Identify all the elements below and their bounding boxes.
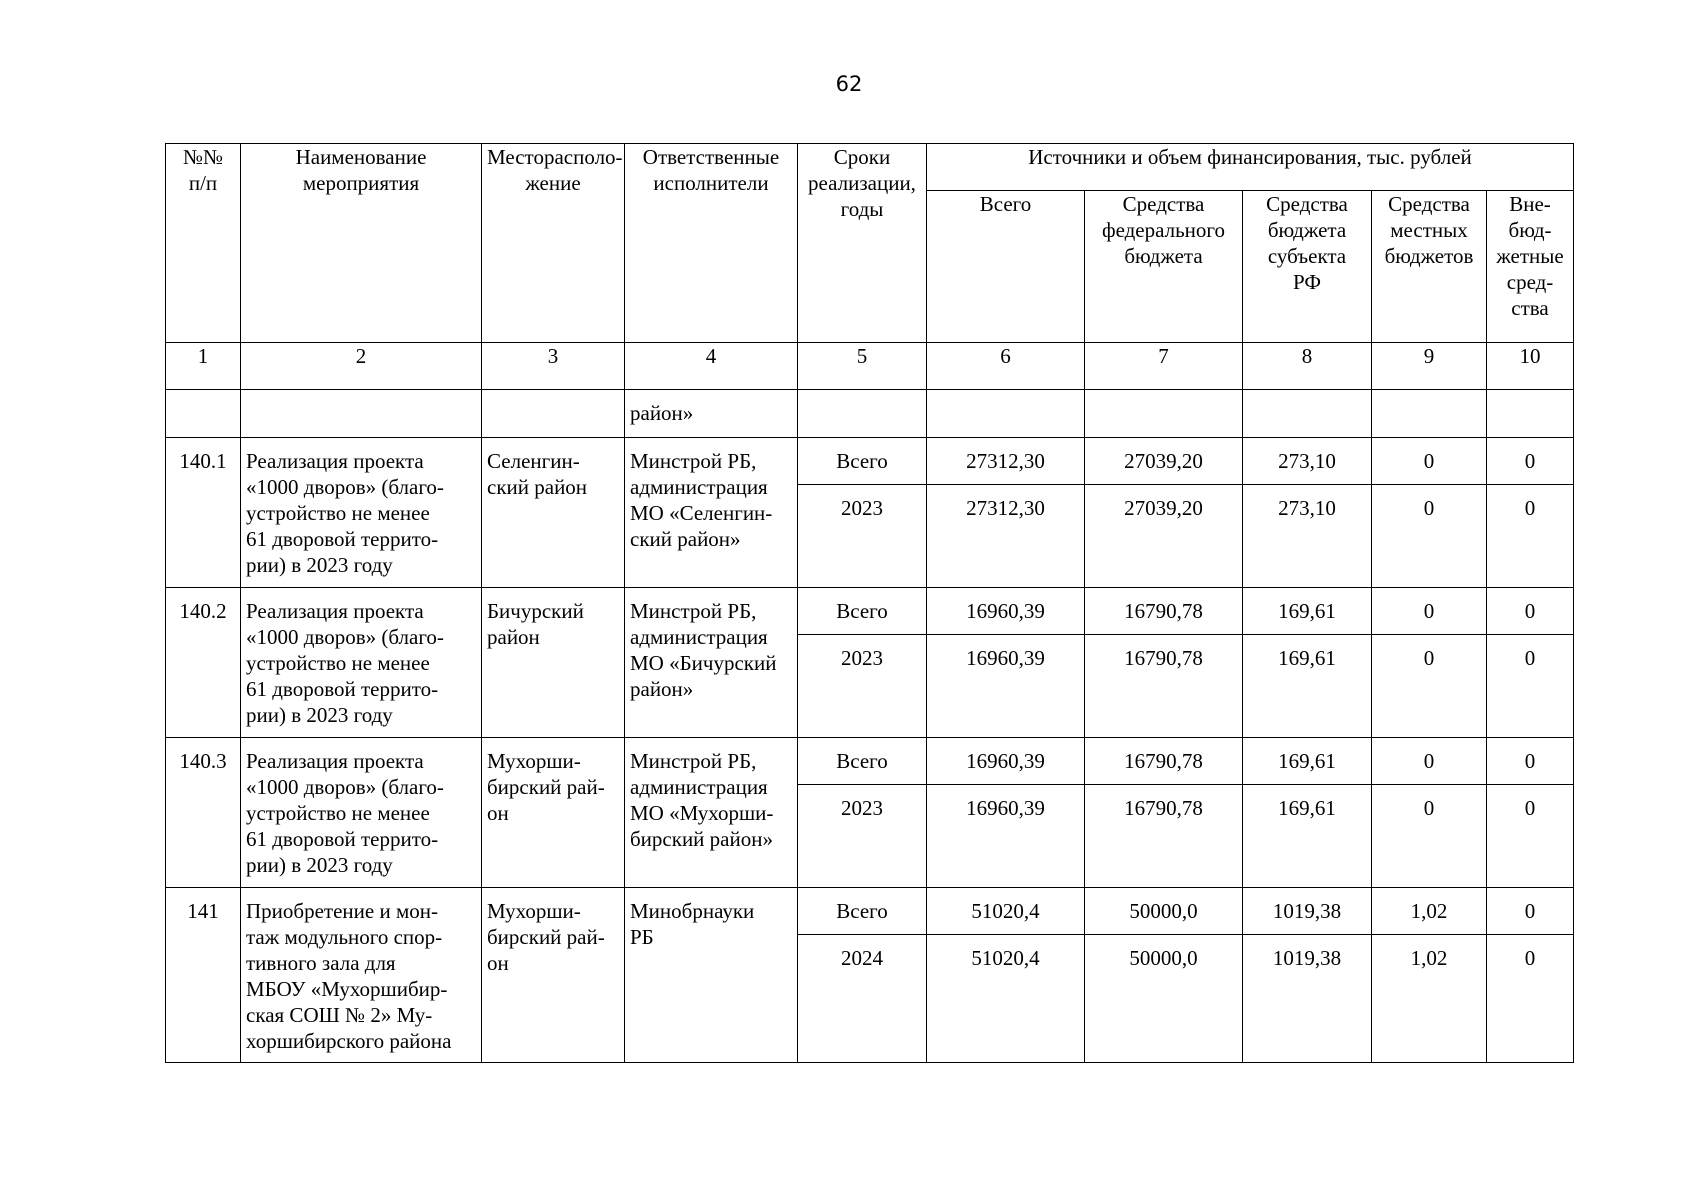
offbudget-amount: 0 xyxy=(1487,935,1574,1063)
cell-line: ский район xyxy=(487,475,588,499)
responsible xyxy=(625,888,798,1063)
cell-line: Средства xyxy=(1266,192,1348,216)
cell-line: бирский район» xyxy=(630,827,773,851)
cell-line: Месторасполо- xyxy=(487,145,623,169)
column-number: 10 xyxy=(1487,343,1574,390)
cell-line: «1000 дворов» (благо- xyxy=(246,475,444,499)
total-amount: 27312,30 xyxy=(927,438,1085,485)
responsible xyxy=(625,738,798,888)
cell-line: ская СОШ № 2» Му- xyxy=(246,1003,433,1027)
federal-amount: 27039,20 xyxy=(1085,438,1243,485)
total-amount: 27312,30 xyxy=(927,485,1085,588)
federal-amount: 16790,78 xyxy=(1085,635,1243,738)
empty-cell xyxy=(1372,390,1487,438)
federal-amount: 16790,78 xyxy=(1085,588,1243,635)
total-amount: 16960,39 xyxy=(927,635,1085,738)
cell-line: Минобрнауки xyxy=(630,899,755,923)
cell-line: Средства xyxy=(1388,192,1470,216)
header-num xyxy=(166,144,241,343)
period: Всего xyxy=(798,588,927,635)
table-body xyxy=(166,438,1574,1063)
header-financing-group: Источники и объем финансирования, тыс. рублей xyxy=(927,144,1574,191)
cell-line: администрация xyxy=(630,775,768,799)
header-local xyxy=(1372,191,1487,343)
offbudget-amount: 0 xyxy=(1487,785,1574,888)
responsible xyxy=(625,438,798,588)
row-number: 140.2 xyxy=(166,588,241,738)
measure-name xyxy=(241,888,482,1063)
cell-line: Средства xyxy=(1122,192,1205,216)
cell-line: устройство не менее xyxy=(246,651,430,675)
column-number: 7 xyxy=(1085,343,1243,390)
cell-line: МО «Мухорши- xyxy=(630,801,774,825)
empty-cell xyxy=(1487,390,1574,438)
cell-line: жение xyxy=(525,171,581,195)
local-amount: 0 xyxy=(1372,438,1487,485)
column-number: 4 xyxy=(625,343,798,390)
column-number: 1 xyxy=(166,343,241,390)
empty-cell xyxy=(798,390,927,438)
cell-line: годы xyxy=(840,197,884,221)
column-numbers-row xyxy=(166,343,1574,390)
financing-table xyxy=(165,143,1574,1063)
cell-line: он xyxy=(487,801,509,825)
subject-amount: 169,61 xyxy=(1243,738,1372,785)
empty-cell xyxy=(1243,390,1372,438)
empty-cell xyxy=(482,390,625,438)
cell-line: мероприятия xyxy=(302,171,420,195)
header-location xyxy=(482,144,625,343)
offbudget-amount: 0 xyxy=(1487,738,1574,785)
cell-line: 61 дворовой террито- xyxy=(246,827,439,851)
table-row xyxy=(166,888,1574,935)
column-number: 2 xyxy=(241,343,482,390)
header-subject xyxy=(1243,191,1372,343)
cell-line: МО «Бичурский xyxy=(630,651,777,675)
header-name xyxy=(241,144,482,343)
local-amount: 1,02 xyxy=(1372,935,1487,1063)
cell-line: устройство не менее xyxy=(246,801,430,825)
continuation-row xyxy=(166,390,1574,438)
period: 2024 xyxy=(798,935,927,1063)
cell-line: район xyxy=(487,625,540,649)
federal-amount: 50000,0 xyxy=(1085,935,1243,1063)
period: 2023 xyxy=(798,785,927,888)
cell-line: местных xyxy=(1390,218,1468,242)
cell-line: РФ xyxy=(1293,270,1321,294)
cell-line: устройство не менее xyxy=(246,501,430,525)
cell-line: Вне- xyxy=(1509,192,1551,216)
cell-line: бюджета xyxy=(1267,218,1347,242)
offbudget-amount: 0 xyxy=(1487,485,1574,588)
column-number: 8 xyxy=(1243,343,1372,390)
header-responsible xyxy=(625,144,798,343)
cell-line: Реализация проекта xyxy=(246,749,424,773)
local-amount: 0 xyxy=(1372,785,1487,888)
cell-line: Реализация проекта xyxy=(246,599,424,623)
cell-line: бирский рай- xyxy=(487,775,605,799)
local-amount: 0 xyxy=(1372,588,1487,635)
cell-line: Ответственные xyxy=(642,145,780,169)
offbudget-amount: 0 xyxy=(1487,635,1574,738)
cell-line: бюд- xyxy=(1508,218,1552,242)
row-number: 140.1 xyxy=(166,438,241,588)
local-amount: 0 xyxy=(1372,485,1487,588)
federal-amount: 16790,78 xyxy=(1085,785,1243,888)
total-amount: 51020,4 xyxy=(927,888,1085,935)
local-amount: 0 xyxy=(1372,738,1487,785)
subject-amount: 1019,38 xyxy=(1243,935,1372,1063)
offbudget-amount: 0 xyxy=(1487,888,1574,935)
federal-amount: 27039,20 xyxy=(1085,485,1243,588)
cell-line: ский район» xyxy=(630,527,741,551)
cell-line: Минстрой РБ, xyxy=(630,599,757,623)
cell-line: Сроки xyxy=(833,145,891,169)
cell-line: Мухорши- xyxy=(487,749,581,773)
period: 2023 xyxy=(798,485,927,588)
measure-name xyxy=(241,588,482,738)
cell-line: бирский рай- xyxy=(487,925,605,949)
cell-line: Селенгин- xyxy=(487,449,580,473)
empty-cell xyxy=(927,390,1085,438)
cell-line: РБ xyxy=(630,925,654,949)
header-period xyxy=(798,144,927,343)
header-total xyxy=(927,191,1085,343)
empty-cell xyxy=(166,390,241,438)
cell-line: хоршибирского района xyxy=(246,1029,452,1053)
cell-line: таж модульного спор- xyxy=(246,925,443,949)
cell-line: администрация xyxy=(630,625,768,649)
cell-line: Минстрой РБ, xyxy=(630,449,757,473)
local-amount: 0 xyxy=(1372,635,1487,738)
cell-line: администрация xyxy=(630,475,768,499)
federal-amount: 50000,0 xyxy=(1085,888,1243,935)
period: Всего xyxy=(798,738,927,785)
total-amount: 16960,39 xyxy=(927,785,1085,888)
total-amount: 16960,39 xyxy=(927,588,1085,635)
cell-line: Наименование xyxy=(295,145,427,169)
total-amount: 51020,4 xyxy=(927,935,1085,1063)
column-number: 5 xyxy=(798,343,927,390)
cell-line: 61 дворовой террито- xyxy=(246,677,439,701)
subject-amount: 169,61 xyxy=(1243,588,1372,635)
responsible xyxy=(625,588,798,738)
period: Всего xyxy=(798,438,927,485)
offbudget-amount: 0 xyxy=(1487,438,1574,485)
cell-line: рии) в 2023 году xyxy=(246,853,393,877)
cell-line: №№ xyxy=(182,145,224,169)
empty-cell xyxy=(1085,390,1243,438)
cell-line: Реализация проекта xyxy=(246,449,424,473)
measure-name xyxy=(241,438,482,588)
period: Всего xyxy=(798,888,927,935)
cell-line: Всего xyxy=(979,192,1032,216)
empty-cell xyxy=(241,390,482,438)
cell-line: жетные xyxy=(1496,244,1564,268)
table-row xyxy=(166,438,1574,485)
cell-line: рии) в 2023 году xyxy=(246,703,393,727)
cell-line: п/п xyxy=(188,171,218,195)
cell-line: Мухорши- xyxy=(487,899,581,923)
cell-line: МБОУ «Мухоршибир- xyxy=(246,977,448,1001)
cell-line: Минстрой РБ, xyxy=(630,749,757,773)
subject-amount: 273,10 xyxy=(1243,438,1372,485)
table-row xyxy=(166,588,1574,635)
offbudget-amount: 0 xyxy=(1487,588,1574,635)
column-number: 6 xyxy=(927,343,1085,390)
cell-line: тивного зала для xyxy=(246,951,396,975)
federal-amount: 16790,78 xyxy=(1085,738,1243,785)
cell-line: ства xyxy=(1511,296,1549,320)
cell-line: район» xyxy=(630,677,694,701)
subject-amount: 1019,38 xyxy=(1243,888,1372,935)
header-federal xyxy=(1085,191,1243,343)
cell-line: 61 дворовой террито- xyxy=(246,527,439,551)
column-number: 9 xyxy=(1372,343,1487,390)
cell-line: бюджетов xyxy=(1384,244,1474,268)
measure-name xyxy=(241,738,482,888)
cell-line: он xyxy=(487,951,509,975)
total-amount: 16960,39 xyxy=(927,738,1085,785)
subject-amount: 169,61 xyxy=(1243,635,1372,738)
cell-line: сред- xyxy=(1506,270,1554,294)
local-amount: 1,02 xyxy=(1372,888,1487,935)
subject-amount: 273,10 xyxy=(1243,485,1372,588)
cell-line: реализации, xyxy=(808,171,916,195)
cell-line: Приобретение и мон- xyxy=(246,899,438,923)
table-header xyxy=(166,144,1574,438)
header-offbudget xyxy=(1487,191,1574,343)
location xyxy=(482,438,625,588)
location xyxy=(482,888,625,1063)
cell-line: Бичурский xyxy=(487,599,584,623)
cell-line: «1000 дворов» (благо- xyxy=(246,625,444,649)
table-row xyxy=(166,738,1574,785)
cell-line: исполнители xyxy=(653,171,769,195)
cell-line: «1000 дворов» (благо- xyxy=(246,775,444,799)
continuation-responsible: район» xyxy=(625,390,798,438)
cell-line: рии) в 2023 году xyxy=(246,553,393,577)
row-number: 141 xyxy=(166,888,241,1063)
period: 2023 xyxy=(798,635,927,738)
cell-line: МО «Селенгин- xyxy=(630,501,773,525)
row-number: 140.3 xyxy=(166,738,241,888)
page-number: 62 xyxy=(835,72,863,96)
location xyxy=(482,738,625,888)
location xyxy=(482,588,625,738)
column-number: 3 xyxy=(482,343,625,390)
cell-line: бюджета xyxy=(1124,244,1203,268)
cell-line: федерального xyxy=(1101,218,1226,242)
subject-amount: 169,61 xyxy=(1243,785,1372,888)
cell-line: субъекта xyxy=(1267,244,1347,268)
